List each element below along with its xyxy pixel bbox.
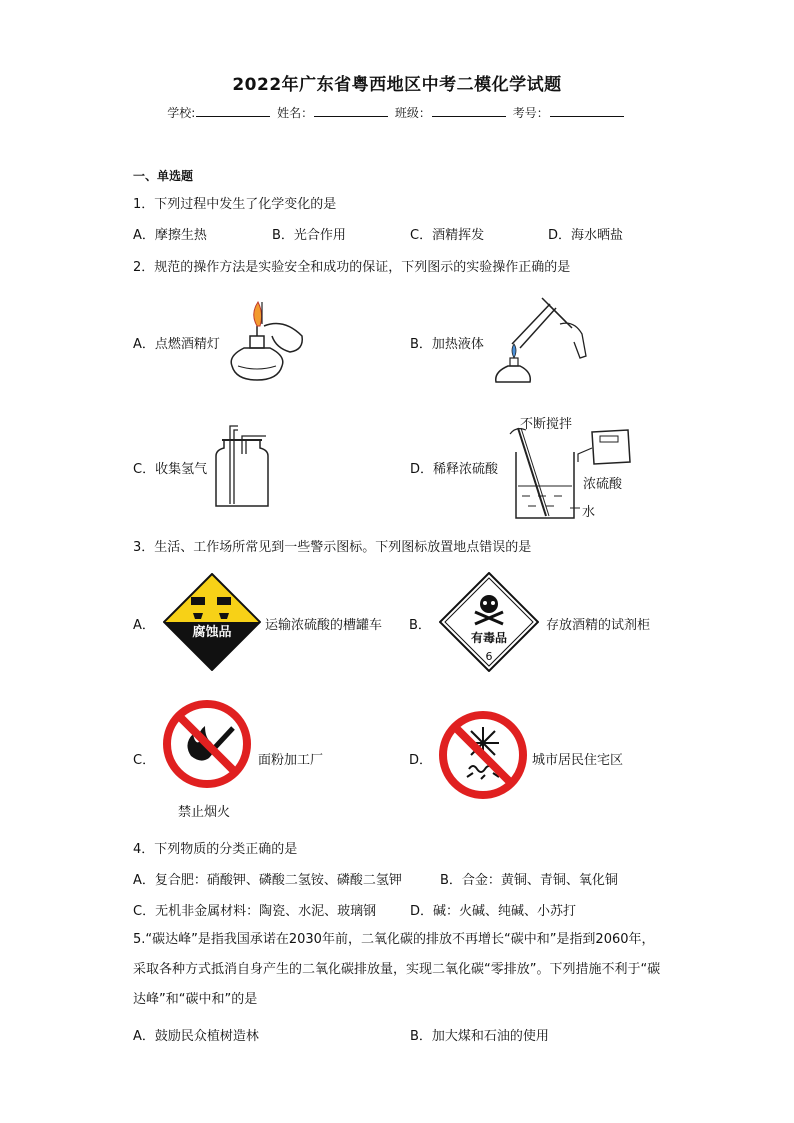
q4-option-c[interactable]: C．无机非金属材料：陶瓷、水泥、玻璃钢 [133,904,377,919]
q1-option-c[interactable]: C．酒精挥发 [410,228,485,243]
q3-option-b-letter[interactable]: B． [409,618,431,633]
q2-option-b[interactable]: B．加热液体 [410,337,484,352]
q5-option-b[interactable]: B．加大煤和石油的使用 [410,1029,549,1044]
school-blank[interactable] [196,104,270,117]
q4-option-b[interactable]: B．合金：黄铜、青铜、氧化铜 [440,873,618,888]
alcohol-lamp-lighting-icon [224,296,308,386]
exam-no-blank[interactable] [550,104,624,117]
q3-option-d-letter[interactable]: D． [409,753,433,768]
q3-option-a-text[interactable]: 运输浓硫酸的槽罐车 [265,618,383,633]
name-blank[interactable] [314,104,388,117]
q1-stem: 1．下列过程中发生了化学变化的是 [133,197,337,212]
q3-option-c-caption: 禁止烟火 [178,805,231,820]
q3-option-d-text[interactable]: 城市居民住宅区 [532,753,624,768]
school-label: 学校: [167,106,196,120]
q4-option-a[interactable]: A．复合肥：硝酸钾、磷酸二氢铵、磷酸二氢钾 [133,873,402,888]
q3-option-b-text[interactable]: 存放酒精的试剂柜 [546,618,651,633]
q5-stem: 5.“碳达峰”是指我国承诺在2030年前，二氧化碳的排放不再增长“碳中和”是指到2060年，采取各种方式抵消自身产生的二氧化碳排放量，实现二氧化碳“零排放”。下列措施不利于“碳达峰”和“碳中和”的是 [133,932,661,1007]
toxic-sign-number: 6 [485,650,493,663]
q3-stem: 3．生活、工作场所常见到一些警示图标。下列图标放置地点错误的是 [133,540,532,555]
student-info-line [0,104,794,121]
class-label: 班级： [394,106,431,120]
q3-option-a-letter[interactable]: A． [133,618,155,633]
toxic-sign-text: 有毒品 [470,631,508,645]
q2-option-d[interactable]: D．稀释浓硫酸 [410,462,499,477]
q2-stem: 2．规范的操作方法是实验安全和成功的保证，下列图示的实验操作正确的是 [133,260,571,275]
q2-d-label-stir: 不断搅拌 [520,417,573,432]
toxic-sign-icon [439,572,539,672]
q3-option-c-letter[interactable]: C． [133,753,156,768]
q5-option-a[interactable]: A．鼓励民众植树造林 [133,1029,259,1044]
corrosive-sign-text: 腐蚀品 [192,625,232,640]
name-label: 姓名： [277,106,314,120]
page-title: 2022年广东省粤西地区中考二模化学试题 [232,75,562,95]
exam-no-label: 考号： [512,106,549,120]
q2-option-c[interactable]: C．收集氢气 [133,462,208,477]
section-heading: 一、单选题 [133,169,194,183]
q2-option-a[interactable]: A．点燃酒精灯 [133,337,220,352]
q4-stem: 4．下列物质的分类正确的是 [133,842,298,857]
no-fireworks-sign-icon [437,709,529,801]
heating-liquid-icon [490,294,590,389]
no-fire-sign-icon [161,698,253,790]
gas-collection-bottle-icon [212,420,272,510]
q1-option-d[interactable]: D．海水晒盐 [548,228,624,243]
q2-d-label-acid: 浓硫酸 [583,477,623,492]
q2-d-label-water: 水 [582,505,596,520]
q1-option-b[interactable]: B．光合作用 [272,228,346,243]
q1-option-a[interactable]: A．摩擦生热 [133,228,207,243]
q4-option-d[interactable]: D．碱：火碱、纯碱、小苏打 [410,904,577,919]
q3-option-c-text[interactable]: 面粉加工厂 [258,753,324,768]
corrosive-sign-icon [163,573,261,671]
class-blank[interactable] [432,104,506,117]
